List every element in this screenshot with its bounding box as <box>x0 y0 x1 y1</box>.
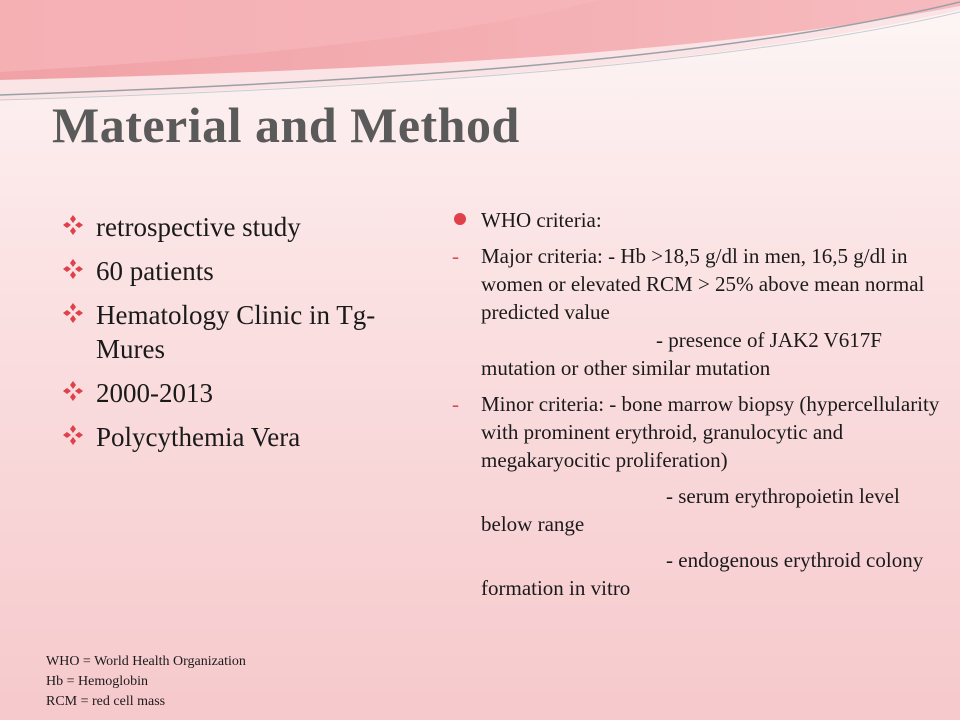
major-criteria-text: Major criteria: - Hb >18,5 g/dl in men, 16,5 g/dl in women or elevated RCM > 25% above mean normal predicted value <box>481 244 925 324</box>
four-diamond-icon <box>62 424 84 446</box>
left-bullet-list <box>62 210 442 464</box>
dash-icon: - <box>452 392 459 416</box>
four-diamond-icon <box>62 258 84 280</box>
bullet-text: 60 patients <box>96 256 214 286</box>
list-item <box>62 298 442 366</box>
dot-icon <box>454 213 466 225</box>
who-criteria-panel <box>452 206 942 610</box>
list-item <box>452 390 942 602</box>
list-item <box>452 242 942 382</box>
major-criteria-second: - presence of JAK2 V617F mutation or other similar mutation <box>481 328 882 380</box>
four-diamond-icon <box>62 302 84 324</box>
four-diamond-icon <box>62 214 84 236</box>
minor-criteria-third: - endogenous erythroid colony formation in vitro <box>481 548 924 600</box>
footnote: RCM = red cell mass <box>46 694 166 709</box>
footnote: WHO = World Health Organization <box>46 654 246 669</box>
footnote: Hb = Hemoglobin <box>46 674 148 689</box>
bullet-text: Polycythemia Vera <box>96 422 301 452</box>
list-item <box>452 206 942 234</box>
footnotes <box>46 652 246 712</box>
header-swoosh <box>0 0 960 110</box>
four-diamond-icon <box>62 380 84 402</box>
bullet-text: 2000-2013 <box>96 378 213 408</box>
list-item <box>62 254 442 288</box>
list-item <box>62 376 442 410</box>
minor-criteria-second: - serum erythropoietin level below range <box>481 484 900 536</box>
dash-icon: - <box>452 244 459 268</box>
criteria-heading: WHO criteria: <box>481 208 602 232</box>
bullet-text: retrospective study <box>96 212 301 242</box>
minor-criteria-text: Minor criteria: - bone marrow biopsy (hypercellularity with prominent erythroid, granulocytic and megakaryocitic proliferation) <box>481 392 940 472</box>
slide-title: Material and Method <box>52 97 520 153</box>
list-item <box>62 210 442 244</box>
bullet-text: Hematology Clinic in Tg-Mures <box>96 300 376 364</box>
list-item <box>62 420 442 454</box>
